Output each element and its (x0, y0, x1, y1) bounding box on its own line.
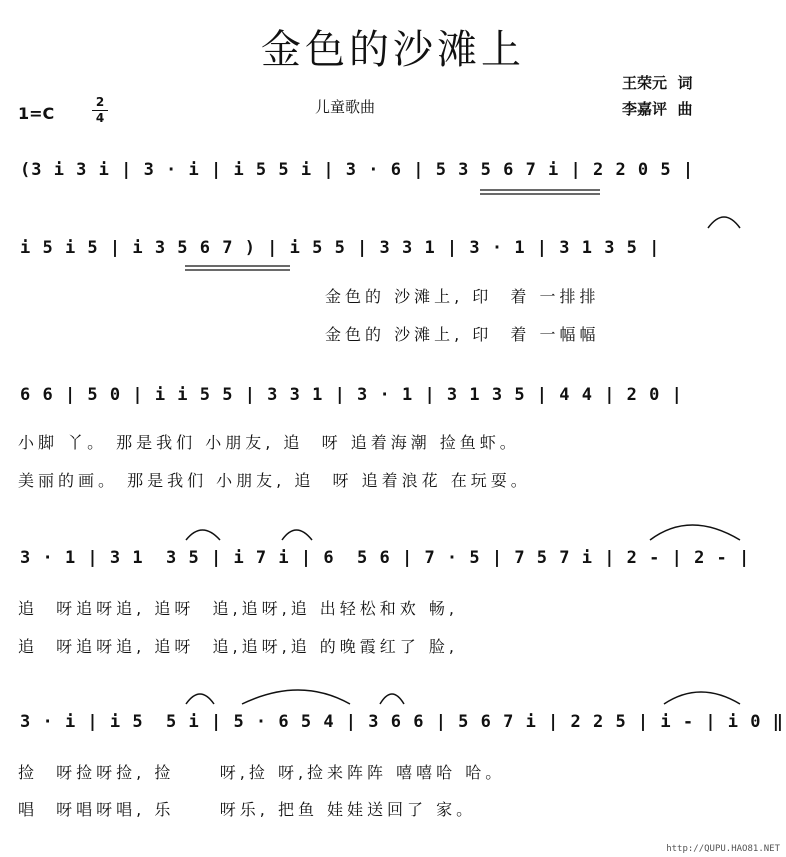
lyric-line-3b: 美丽的画。 那是我们 小朋友, 追 呀 追着浪花 在玩耍。 (18, 471, 531, 490)
notation-line-2: i 5 i 5 | i 3 5 6 7 ) | i 5 5 | 3 3 1 | 3 · 1 | 3 1 3 5 | (20, 238, 661, 258)
notation-line-3: 6 6 | 5 0 | i i 5 5 | 3 3 1 | 3 · 1 | 3 1 3 5 | 4 4 | 2 0 | (20, 385, 683, 405)
time-signature-top: 2 (95, 95, 105, 109)
credits: 王荣元 词 李嘉评 曲 (622, 74, 693, 118)
lyric-line-2a: 金色的 沙滩上, 印 着 一排排 (325, 287, 600, 306)
lyric-line-5b: 唱 呀唱呀唱, 乐 呀乐, 把鱼 娃娃送回了 家。 (18, 800, 477, 819)
slur-arc (186, 530, 220, 540)
lyric-line-2b: 金色的 沙滩上, 印 着 一幅幅 (325, 325, 600, 344)
lyric-line-5a: 捡 呀捡呀捡, 捡 呀,捡 呀,捡来阵阵 嘻嘻哈 哈。 (18, 763, 506, 782)
slur-arc (664, 692, 740, 704)
lyric-line-4a: 追 呀追呀追, 追呀 追,追呀,追 出轻松和欢 畅, (18, 599, 458, 618)
slur-arc (708, 217, 740, 228)
lyric-line-4b: 追 呀追呀追, 追呀 追,追呀,追 的晚霞红了 脸, (18, 637, 458, 656)
notation-line-4: 3 · 1 | 3 1 3 5 | i 7 i | 6 5 6 | 7 · 5 | 7 5 7 i | 2 - | 2 - | (20, 548, 751, 568)
song-genre: 儿童歌曲 (315, 98, 376, 116)
song-title: 金色的沙滩上 (261, 27, 525, 73)
slur-arc (186, 694, 214, 704)
slur-arc (282, 530, 312, 540)
notation-line-5: 3 · i | i 5 5 i | 5 · 6 5 4 | 3 6 6 | 5 6 7 i | 2 2 5 | i - | i 0 ‖ (20, 712, 784, 732)
slur-arc (242, 690, 350, 704)
key-signature: 1=C (18, 104, 55, 123)
notation-line-1: (3 i 3 i | 3 · i | i 5 5 i | 3 · 6 | 5 3 5 6 7 i | 2 2 0 5 | (20, 160, 695, 180)
source-watermark: http://QUPU.HAO81.NET (666, 844, 780, 854)
time-signature-bottom: 4 (95, 111, 105, 125)
slur-arc (380, 694, 404, 704)
lyric-line-3a: 小脚 丫。 那是我们 小朋友, 追 呀 追着海潮 捡鱼虾。 (18, 433, 520, 452)
slur-arc (650, 525, 740, 540)
